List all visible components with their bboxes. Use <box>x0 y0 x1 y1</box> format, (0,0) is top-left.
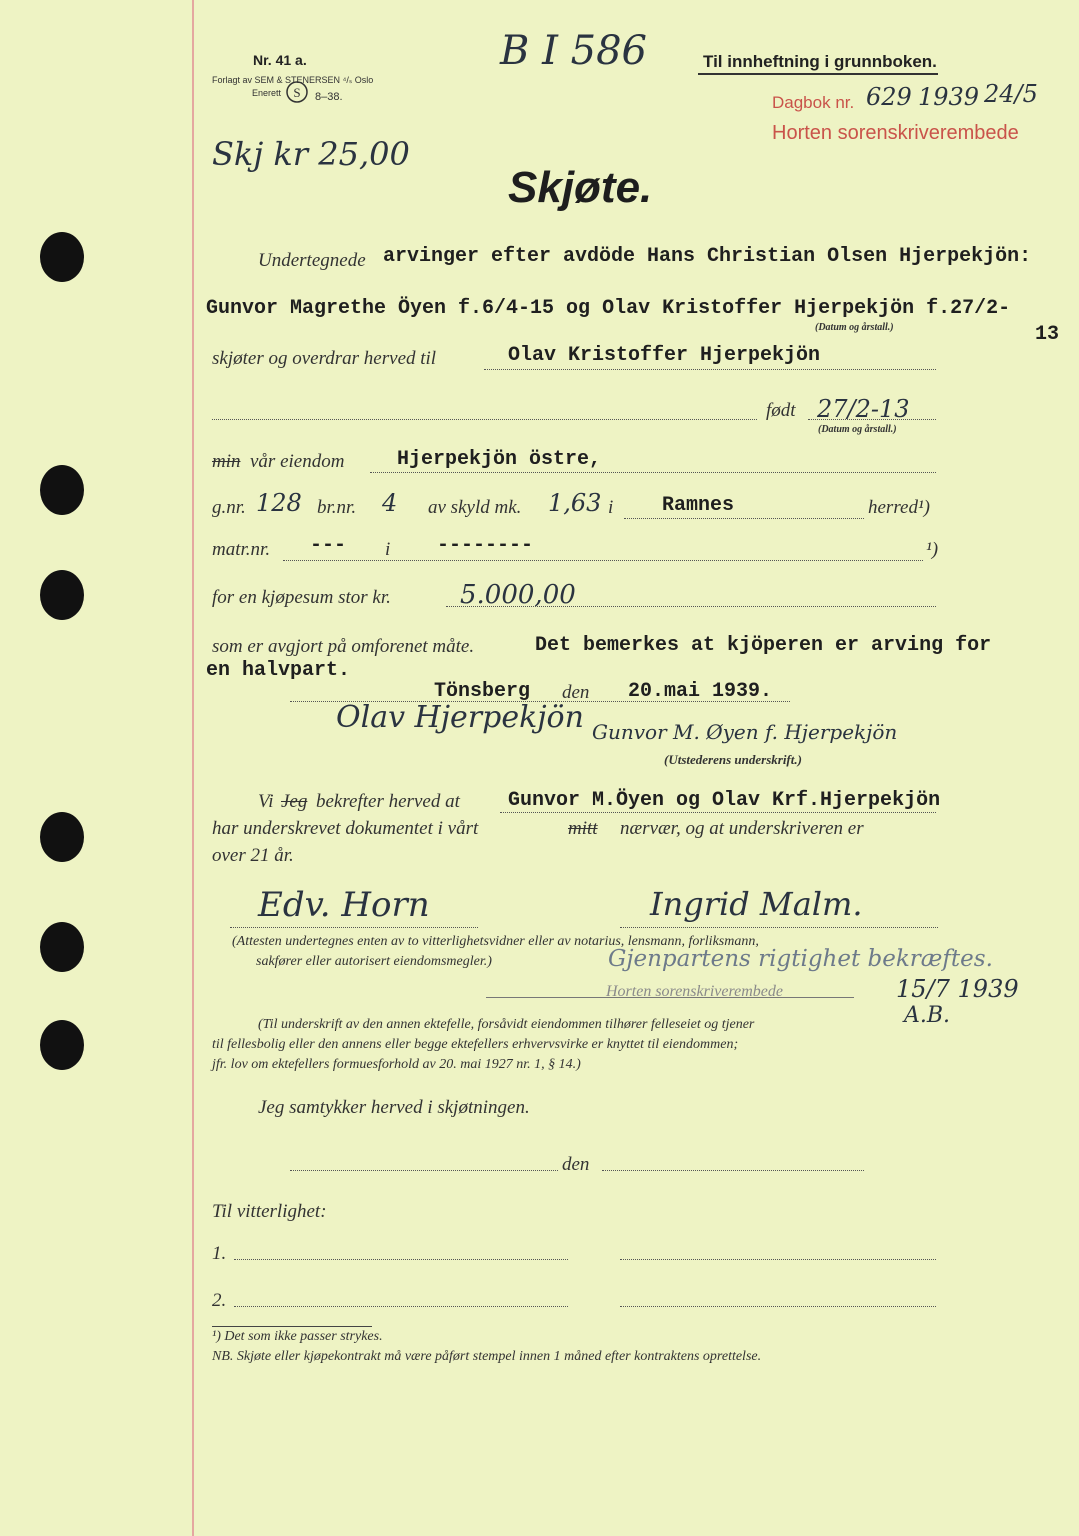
stamp-dagbok-label: Dagbok nr. <box>772 93 855 112</box>
consent-text: Jeg samtykker herved i skjøtningen. <box>258 1097 530 1118</box>
place: Tönsberg <box>434 680 531 703</box>
footnote-rule <box>212 1326 372 1327</box>
witness-struck: Jeg <box>281 791 308 812</box>
property-label: vår eiendom <box>250 451 345 472</box>
born-label: født <box>766 400 796 421</box>
publisher-line: Forlagt av SEM & STENERSEN ⁴/ₛ Oslo <box>212 75 374 85</box>
price-label: for en kjøpesum stor kr. <box>212 587 391 608</box>
publisher-date: 8–38. <box>315 91 343 103</box>
buyer-line <box>484 369 936 370</box>
attest-note-1: (Attesten undertegnes enten av to vitterlighetsvidner eller av notarius, lensmann, forliksmann, <box>232 934 759 949</box>
witness-names: Gunvor M.Öyen og Olav Krf.Hjerpekjön <box>508 789 941 812</box>
born-value: 27/2-13 <box>817 395 910 423</box>
svg-text:S: S <box>293 85 301 100</box>
matr-value: --- <box>310 534 347 557</box>
skyld-value: 1,63 <box>548 489 602 517</box>
punch-hole <box>40 922 84 972</box>
footnote-2: NB. Skjøte eller kjøpekontrakt må være påført stempel innen 1 måned efter kontraktens oprettelse. <box>212 1349 762 1364</box>
witness-2-line <box>234 1306 568 1307</box>
sellers-line-2: Gunvor Magrethe Öyen f.6/4-15 og Olav Kristoffer Hjerpekjön f.27/2- <box>206 297 1011 320</box>
signature-gunvor: Gunvor M. Øyen f. Hjerpekjön <box>592 720 898 744</box>
witness-confirm-label: bekrefter herved at <box>316 791 460 812</box>
punch-hole <box>40 1020 84 1070</box>
fee-note: Skj kr 25,00 <box>212 135 410 173</box>
witness-signature-line-2 <box>620 927 938 928</box>
form-number: Nr. 41 a. <box>253 52 307 68</box>
stamp-copy-office: Horten sorenskriverembede <box>606 983 783 1000</box>
spouse-note-3: jfr. lov om ektefellers formuesforhold av 20. mai 1927 nr. 1, § 14.) <box>212 1057 581 1072</box>
consent-den-label: den <box>562 1154 590 1175</box>
footnote-1: ¹) Det som ikke passer strykes. <box>212 1329 383 1344</box>
witness-1-line-b <box>620 1259 936 1260</box>
witness-text-2: over 21 år. <box>212 845 294 866</box>
price-line <box>446 606 936 607</box>
bnr-value: 4 <box>382 489 398 517</box>
matr-note: ¹) <box>926 539 939 560</box>
matr-line <box>283 560 923 561</box>
spouse-note-2: til fellesbolig eller den annens eller begge ektefellers erhvervsvirke er knyttet til eiendommen; <box>212 1037 739 1052</box>
purpose-underline <box>698 73 938 75</box>
witness-text-1a: har underskrevet dokumentet i vårt <box>212 818 479 839</box>
witness-names-line <box>500 812 936 813</box>
attest-note-2: sakfører eller autorisert eiendomsmegler.) <box>256 954 492 969</box>
property-prefix-struck: min <box>212 451 241 472</box>
datum-caption: (Datum og årstall.) <box>815 322 894 333</box>
herred-label: herred¹) <box>868 497 930 518</box>
den-label: den <box>562 682 590 703</box>
punch-hole <box>40 232 84 282</box>
datum-caption: (Datum og årstall.) <box>818 424 897 435</box>
witness-signature-line-1 <box>230 927 478 928</box>
witness-signature-1: Edv. Horn <box>258 885 430 925</box>
punch-hole <box>40 570 84 620</box>
witness-heading: Til vitterlighet: <box>212 1201 327 1222</box>
skyld-label: av skyld mk. <box>428 497 522 518</box>
sellers-line-1: arvinger efter avdöde Hans Christian Olsen Hjerpekjön: <box>383 245 1032 268</box>
gnr-value: 128 <box>256 489 302 517</box>
matr-label: matr.nr. <box>212 539 271 560</box>
witness-signature-2: Ingrid Malm. <box>650 885 863 923</box>
terms-typed-1: Det bemerkes at kjöperen er arving for <box>535 634 992 657</box>
witness-1-label: 1. <box>212 1243 227 1264</box>
herred-value: Ramnes <box>662 494 735 517</box>
i-label: i <box>608 497 614 518</box>
witness-text-1b: nærvær, og at underskriveren er <box>620 818 864 839</box>
issuer-caption: (Utstederens underskrift.) <box>664 752 802 767</box>
witness-2-line-b <box>620 1306 936 1307</box>
blank-line <box>212 419 757 420</box>
witness-vi-label: Vi <box>258 791 274 812</box>
signature-olav: Olav Hjerpekjön <box>336 700 584 735</box>
terms-label: som er avgjort på omforenet måte. <box>212 636 475 657</box>
sellers-line-2-end: 13 <box>1035 323 1060 346</box>
date: 20.mai 1939. <box>628 680 773 703</box>
stamp-year: 1939 <box>918 83 980 111</box>
conveys-label: skjøter og overdrar herved til <box>212 348 437 369</box>
stamp-copy-initials: A.B. <box>904 1003 951 1028</box>
consent-line-2 <box>602 1170 864 1171</box>
stamp-copy-date: 15/7 1939 <box>896 975 1019 1003</box>
stamp-date: 24/5 <box>984 80 1038 108</box>
terms-typed-2: en halvpart. <box>206 659 351 682</box>
stamp-office: Horten sorenskriverembede <box>772 122 1019 144</box>
stamp-dagbok-number: 629 <box>866 83 912 111</box>
gnr-label: g.nr. <box>212 497 246 518</box>
matr-place: -------- <box>437 534 534 557</box>
witness-2-label: 2. <box>212 1290 227 1311</box>
spouse-note-1: (Til underskrift av den annen ektefelle, forsåvidt eiendommen tilhører felleseiet og tjener <box>258 1017 755 1032</box>
punch-hole <box>40 465 84 515</box>
margin-line <box>192 0 194 1536</box>
publisher-enerett: Enerett <box>252 88 282 98</box>
property-name: Hjerpekjön östre, <box>397 448 602 471</box>
price-value: 5.000,00 <box>460 580 576 610</box>
born-line <box>808 419 936 420</box>
buyer-name: Olav Kristoffer Hjerpekjön <box>508 344 821 367</box>
consent-line-1 <box>290 1170 558 1171</box>
handwritten-reference: B I 586 <box>500 28 647 74</box>
bnr-label: br.nr. <box>317 497 357 518</box>
purpose-heading: Til innheftning i grunnboken. <box>703 52 937 71</box>
punch-hole <box>40 812 84 862</box>
stamp-copy-confirm: Gjenpartens rigtighet bekræftes. <box>608 946 993 972</box>
undertegnede-label: Undertegnede <box>258 250 366 271</box>
document-title: Skjøte. <box>508 163 653 212</box>
herred-line <box>624 518 864 519</box>
witness-struck-2: mitt <box>568 818 598 839</box>
matr-i-label: i <box>385 539 391 560</box>
property-line <box>370 472 936 473</box>
witness-1-line <box>234 1259 568 1260</box>
publisher-logo <box>285 80 309 109</box>
